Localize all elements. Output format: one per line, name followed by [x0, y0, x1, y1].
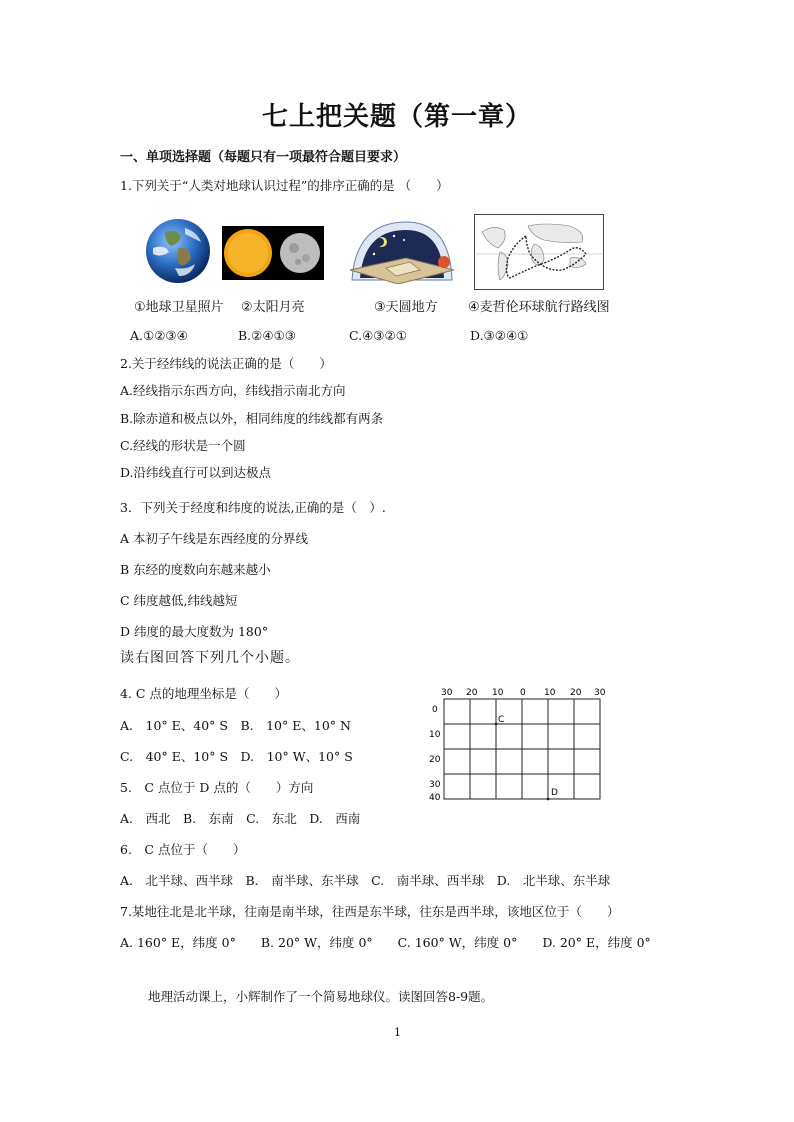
- q1-option-b: B.②④①③: [238, 328, 296, 343]
- q3-option-a: A 本初子午线是东西经度的分界线: [120, 531, 309, 546]
- point-c-label: C: [498, 715, 505, 725]
- left-label-2: 20: [429, 755, 441, 765]
- page-title: 七上把关题（第一章）: [261, 102, 532, 132]
- top-label-3: 0: [520, 688, 526, 698]
- caption-1: ①地球卫星照片: [134, 300, 224, 315]
- read-map-intro: 读右图回答下列几个小题。: [120, 650, 300, 666]
- q4-options-row-1: A. 10° E、40° S B. 10° E、10° N: [120, 718, 351, 733]
- question-4-stem: 4. C 点的地理坐标是（ ）: [120, 686, 287, 701]
- top-label-4: 10: [544, 688, 556, 698]
- caption-3: ③天圆地方: [374, 300, 438, 315]
- q1-option-c: C.④③②①: [349, 328, 407, 343]
- caption-2: ②太阳月亮: [241, 300, 305, 315]
- point-d-label: D: [551, 788, 558, 798]
- section-heading-single-choice: 一、单项选择题（每题只有一项最符合题目要求）: [120, 150, 407, 165]
- left-label-1: 10: [429, 730, 441, 740]
- question-1-stem: 1.下列关于“人类对地球认识过程”的排序正确的是 （ ）: [120, 178, 449, 193]
- sun-moon-image: [222, 226, 324, 284]
- q2-option-d: D.沿纬线直行可以到达极点: [120, 465, 272, 480]
- top-label-1: 20: [466, 688, 478, 698]
- top-label-5: 20: [570, 688, 582, 698]
- left-label-0: 0: [432, 705, 438, 715]
- earth-satellite-image: [145, 218, 211, 288]
- round-sky-square-earth-image: [346, 218, 456, 288]
- question-3-stem: 3．下列关于经度和纬度的说法,正确的是（ ）.: [120, 500, 386, 515]
- left-label-3: 30: [429, 780, 441, 790]
- q2-option-c: C.经线的形状是一个圆: [120, 438, 246, 453]
- q1-option-d: D.③②④①: [470, 328, 529, 343]
- caption-4: ④麦哲伦环球航行路线图: [468, 300, 610, 315]
- q2-option-b: B.除赤道和极点以外，相同纬度的纬线都有两条: [120, 411, 384, 426]
- left-label-4: 40: [429, 793, 441, 802]
- top-label-2: 10: [492, 688, 504, 698]
- question-7-stem: 7.某地往北是北半球，往南是南半球，往西是东半球，往东是西半球，该地区位于（ ）: [120, 904, 620, 919]
- q5-options: A. 西北 B. 东南 C. 东北 D. 西南: [120, 811, 361, 826]
- q4-options-row-2: C. 40° E、10° S D. 10° W、10° S: [120, 749, 353, 764]
- q6-options: A. 北半球、西半球 B. 南半球、东半球 C. 南半球、西半球 D. 北半球、东半球: [120, 873, 611, 888]
- magellan-route-map-image: [474, 214, 604, 294]
- question-6-stem: 6. C 点位于（ ）: [120, 842, 246, 857]
- point-c-marker: [495, 723, 498, 726]
- q7-options: A. 160° E，纬度 0° B. 20° W，纬度 0° C. 160° W，纬度 0° D. 20° E，纬度 0°: [120, 935, 651, 950]
- q3-option-c: C 纬度越低,纬线越短: [120, 593, 238, 608]
- q3-option-d: D 纬度的最大度数为 180°: [120, 624, 269, 639]
- top-label-6: 30: [594, 688, 606, 698]
- activity-intro: 地理活动课上，小辉制作了一个简易地球仪。读图回答8-9题。: [148, 989, 494, 1004]
- question-2-stem: 2.关于经纬线的说法正确的是（ ）: [120, 356, 332, 371]
- top-label-0: 30: [441, 688, 453, 698]
- q2-option-a: A.经线指示东西方向，纬线指示南北方向: [120, 383, 346, 398]
- q1-option-a: A.①②③④: [130, 328, 188, 343]
- page-number: 1: [394, 1026, 401, 1039]
- question-5-stem: 5. C 点位于 D 点的（ ）方向: [120, 780, 314, 795]
- q3-option-b: B 东经的度数向东越来越小: [120, 562, 271, 577]
- point-d-marker: [547, 798, 550, 801]
- coordinate-grid-map: [426, 684, 610, 806]
